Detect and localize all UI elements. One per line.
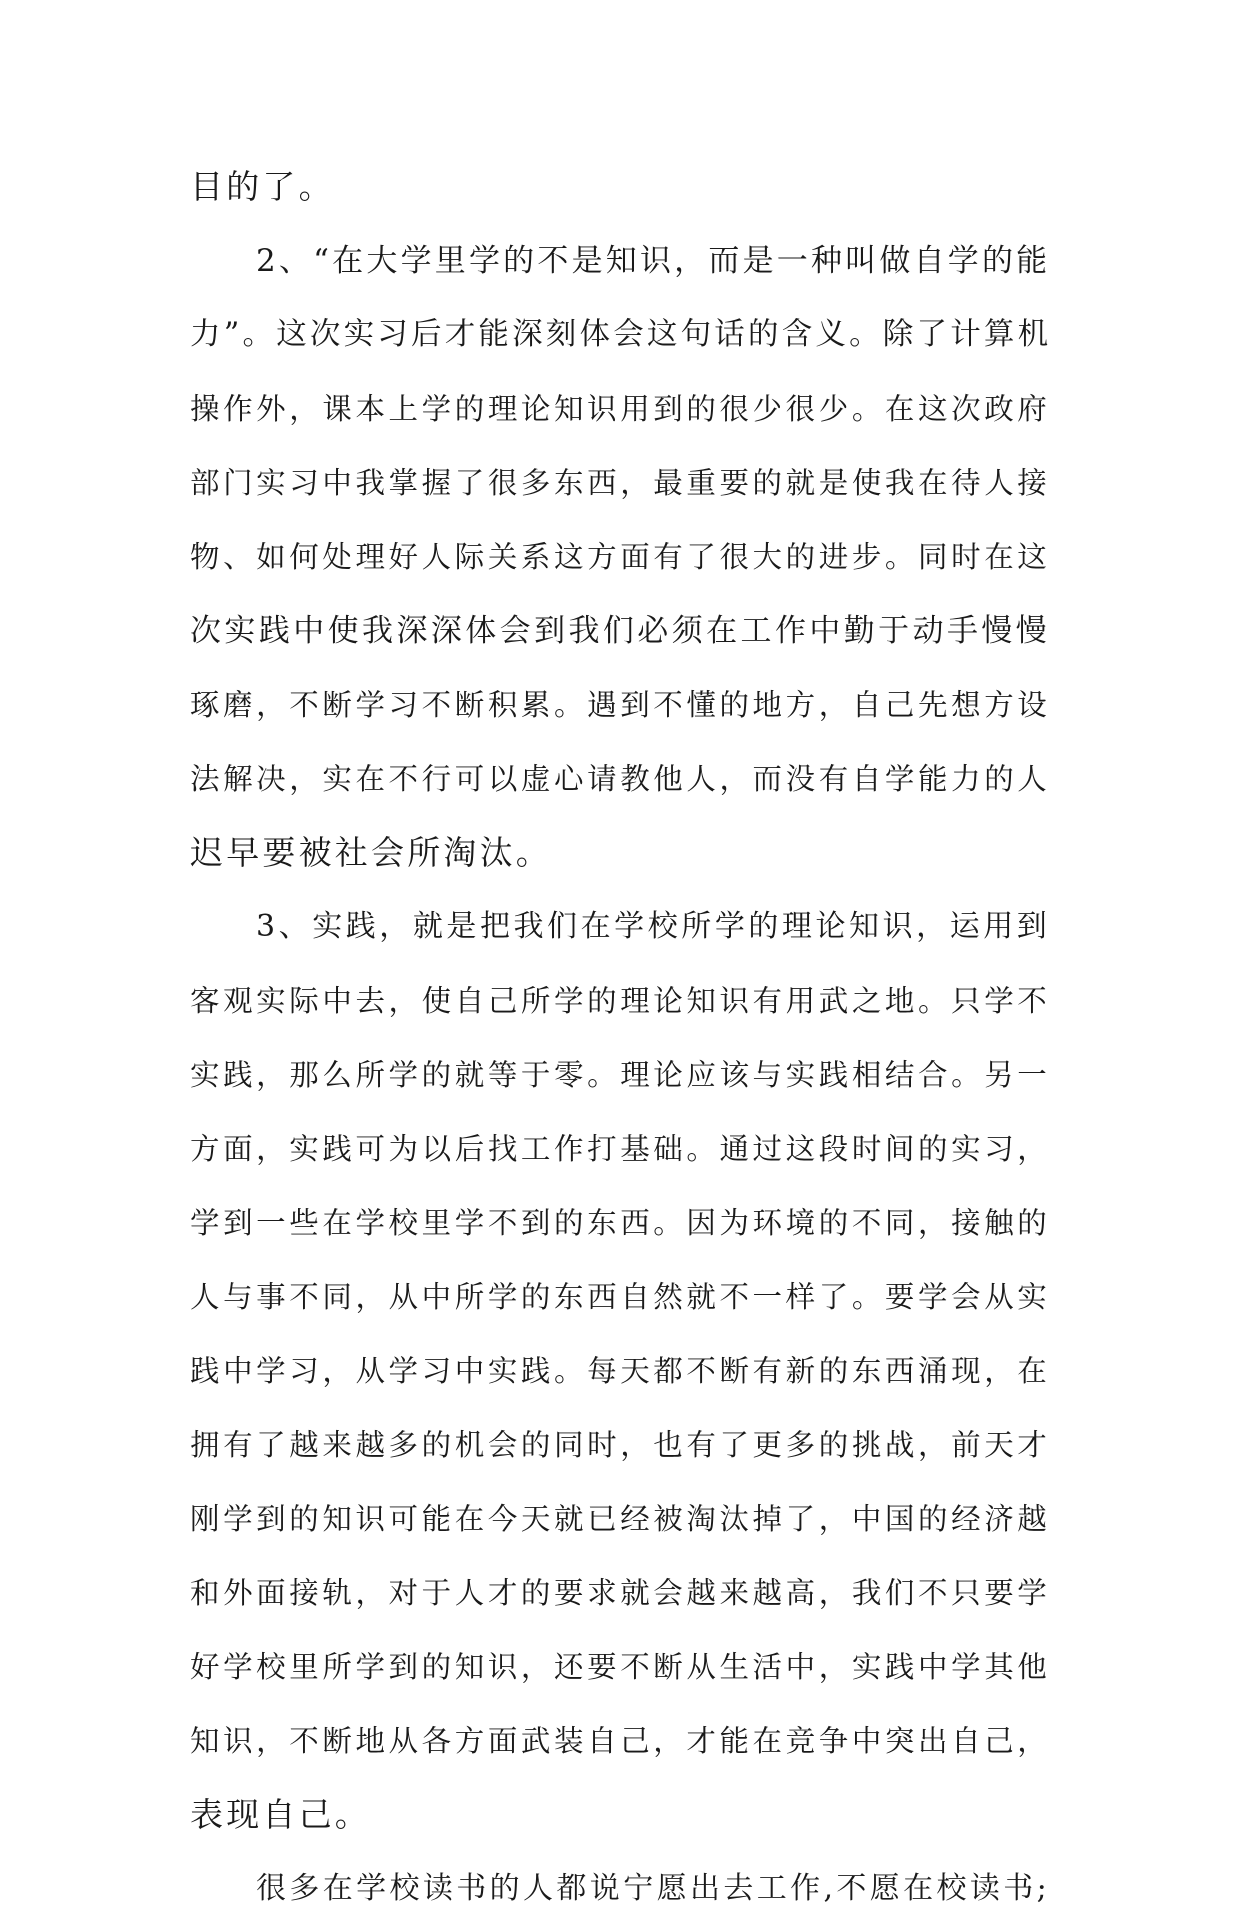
text-line: 表现自己。: [190, 1795, 371, 1834]
text-line: 3、实践，就是把我们在学校所学的理论知识，运用到: [256, 909, 1050, 944]
document-body: [190, 150, 1050, 1926]
text-line: 学到一些在学校里学不到的东西。因为环境的不同，接触的: [190, 1206, 1050, 1240]
text-line: 物、如何处理好人际关系这方面有了很大的进步。同时在这: [190, 540, 1050, 574]
text-line: 人与事不同，从中所学的东西自然就不一样了。要学会从实: [190, 1280, 1050, 1314]
text-line: 次实践中使我深深体会到我们必须在工作中勤于动手慢慢: [190, 613, 1050, 649]
text-line: 操作外，课本上学的理论知识用到的很少很少。在这次政府: [190, 392, 1050, 426]
text-line: 部门实习中我掌握了很多东西，最重要的就是使我在待人接: [190, 466, 1050, 500]
text-line: 践中学习，从学习中实践。每天都不断有新的东西涌现，在: [190, 1354, 1050, 1388]
text-line: 刚学到的知识可能在今天就已经被淘汰掉了，中国的经济越: [190, 1502, 1050, 1536]
text-line: 力”。这次实习后才能深刻体会这句话的含义。除了计算机: [190, 317, 1052, 352]
text-line: 知识，不断地从各方面武装自己，才能在竞争中突出自己，: [190, 1724, 1050, 1758]
text-line: 客观实际中去，使自己所学的理论知识有用武之地。只学不: [190, 984, 1050, 1018]
text-line: 迟早要被社会所淘汰。: [190, 833, 552, 872]
text-line: 方面，实践可为以后找工作打基础。通过这段时间的实习，: [190, 1132, 1050, 1166]
text-line: 琢磨，不断学习不断积累。遇到不懂的地方，自己先想方设: [190, 688, 1050, 722]
text-line: 拥有了越来越多的机会的同时，也有了更多的挑战，前天才: [190, 1428, 1050, 1462]
text-line: 法解决，实在不行可以虚心请教他人，而没有自学能力的人: [190, 762, 1050, 796]
text-line: 和外面接轨，对于人才的要求就会越来越高，我们不只要学: [190, 1576, 1050, 1610]
text-line: 目的了。: [190, 167, 335, 206]
text-line: 好学校里所学到的知识，还要不断从生活中，实践中学其他: [190, 1650, 1050, 1684]
text-line: 很多在学校读书的人都说宁愿出去工作,不愿在校读书;: [256, 1871, 1050, 1906]
text-line: 2、“在大学里学的不是知识，而是一种叫做自学的能: [256, 243, 1051, 279]
text-line: 实践，那么所学的就等于零。理论应该与实践相结合。另一: [190, 1058, 1050, 1092]
